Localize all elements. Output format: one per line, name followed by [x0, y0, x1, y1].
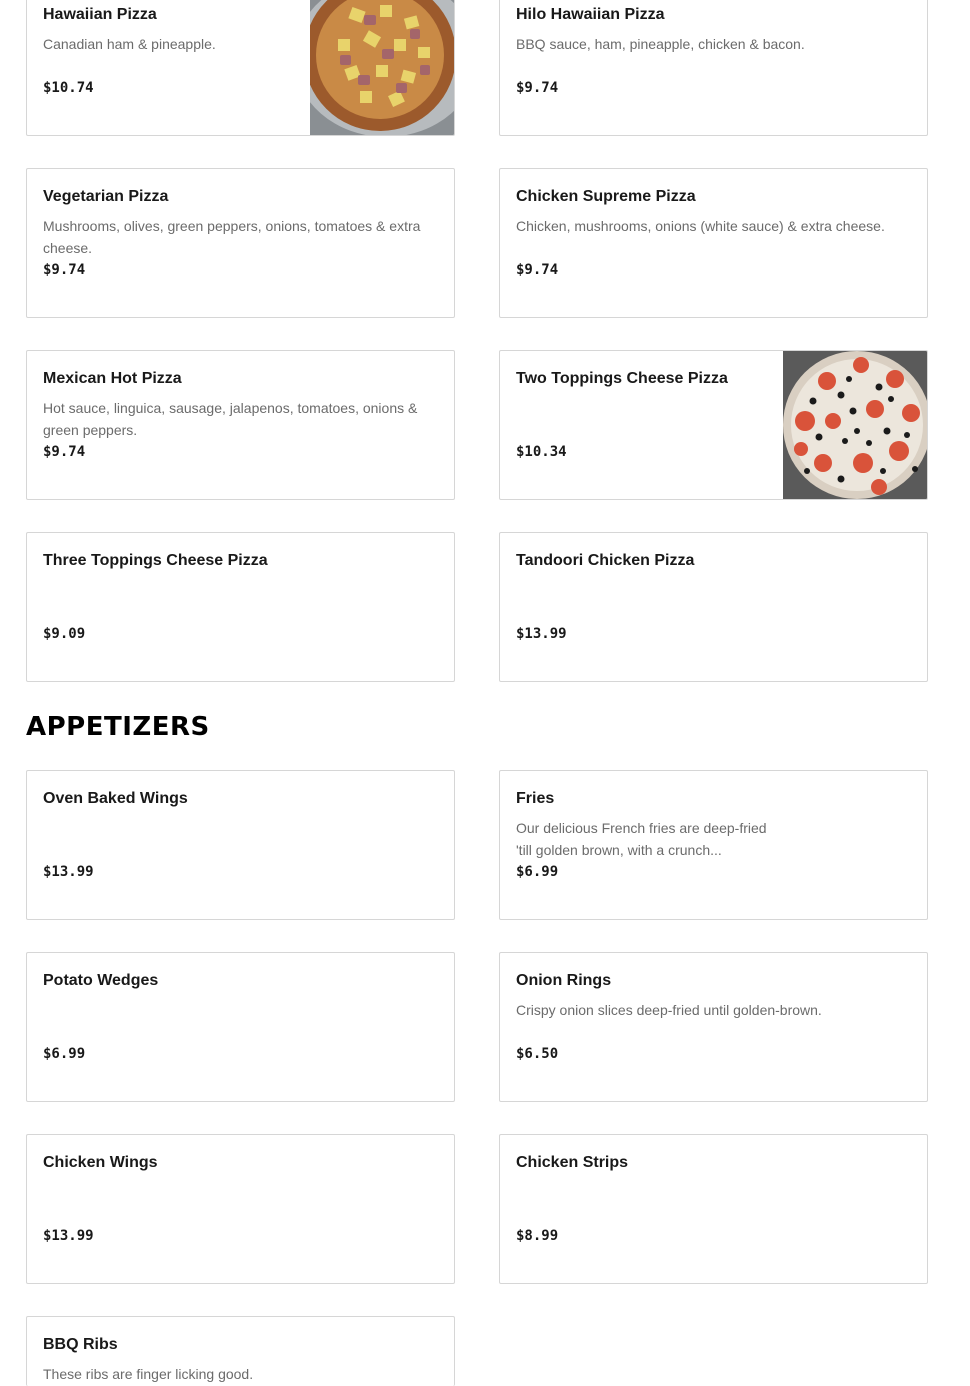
menu-item-name: Two Toppings Cheese Pizza [516, 370, 728, 387]
menu-item-name: Oven Baked Wings [43, 790, 188, 807]
menu-item-body [516, 953, 911, 1101]
menu-item-price: $9.09 [43, 626, 86, 642]
menu-item-name: Tandoori Chicken Pizza [516, 552, 695, 569]
menu-item-name: Fries [516, 790, 555, 807]
menu-item-body [43, 953, 438, 1101]
pepperoni-olive-pizza-photo [783, 351, 927, 499]
menu-item-name: Chicken Strips [516, 1154, 629, 1171]
menu-item-name: Mexican Hot Pizza [43, 370, 182, 387]
section-title-appetizers: APPETIZERS [26, 712, 210, 742]
menu-item-description: Canadian ham & pineapple. [43, 36, 216, 52]
menu-item-card[interactable] [499, 350, 928, 500]
menu-item-price: $8.99 [516, 1228, 559, 1244]
menu-item-name: Potato Wedges [43, 972, 159, 989]
menu-item-description: Our delicious French fries are deep-fried 'till golden brown, with a crunch... [516, 820, 767, 858]
menu-item-name: Chicken Wings [43, 1154, 158, 1171]
menu-item-body [43, 169, 438, 317]
menu-item-price: $10.34 [516, 444, 567, 460]
menu-item-body [516, 0, 911, 135]
menu-item-name: Chicken Supreme Pizza [516, 188, 696, 205]
menu-item-card[interactable] [499, 1134, 928, 1284]
menu-item-description: Crispy onion slices deep-fried until golden-brown. [516, 1002, 822, 1018]
menu-item-price: $9.74 [43, 262, 86, 278]
menu-item-card[interactable] [26, 0, 455, 136]
menu-item-price: $9.74 [43, 444, 86, 460]
menu-item-card[interactable] [499, 532, 928, 682]
menu-item-card[interactable] [26, 770, 455, 920]
menu-item-description: Chicken, mushrooms, onions (white sauce) & extra cheese. [516, 218, 885, 234]
menu-item-description: Mushrooms, olives, green peppers, onions, tomatoes & extra cheese. [43, 218, 421, 256]
menu-item-card[interactable] [26, 1316, 455, 1386]
menu-item-body [43, 1135, 438, 1283]
menu-item-price: $13.99 [43, 864, 94, 880]
menu-item-price: $6.99 [43, 1046, 86, 1062]
menu-item-description: BBQ sauce, ham, pineapple, chicken & bacon. [516, 36, 805, 52]
menu-item-card[interactable] [26, 350, 455, 500]
menu-item-body [43, 533, 438, 681]
menu-item-body [516, 771, 767, 919]
menu-item-description: These ribs are finger licking good. [43, 1366, 254, 1382]
menu-item-price: $6.50 [516, 1046, 559, 1062]
menu-item-body [43, 1317, 438, 1386]
menu-item-price: $10.74 [43, 80, 94, 96]
menu-item-name: Three Toppings Cheese Pizza [43, 552, 268, 569]
menu-item-card[interactable] [499, 952, 928, 1102]
menu-item-body [516, 1135, 911, 1283]
menu-item-price: $13.99 [516, 626, 567, 642]
menu-item-price: $9.74 [516, 80, 559, 96]
hawaiian-pizza-photo [310, 0, 454, 135]
menu-item-price: $6.99 [516, 864, 559, 880]
menu-item-price: $9.74 [516, 262, 559, 278]
menu-item-name: BBQ Ribs [43, 1336, 118, 1353]
menu-item-body [43, 351, 438, 499]
menu-item-card[interactable] [26, 532, 455, 682]
menu-item-body [516, 169, 911, 317]
menu-item-card[interactable] [499, 0, 928, 136]
menu-item-card[interactable] [499, 770, 928, 920]
menu-item-description: Hot sauce, linguica, sausage, jalapenos, tomatoes, onions & green peppers. [43, 400, 418, 438]
menu-item-body [43, 0, 294, 135]
menu-item-price: $13.99 [43, 1228, 94, 1244]
menu-item-card[interactable] [26, 1134, 455, 1284]
menu-item-name: Onion Rings [516, 972, 612, 989]
menu-item-card[interactable] [26, 952, 455, 1102]
menu-item-name: Hawaiian Pizza [43, 6, 157, 23]
menu-item-body [516, 351, 767, 499]
menu-item-body [516, 533, 911, 681]
menu-item-name: Vegetarian Pizza [43, 188, 169, 205]
menu-item-card[interactable] [26, 168, 455, 318]
menu-item-card[interactable] [499, 168, 928, 318]
menu-item-name: Hilo Hawaiian Pizza [516, 6, 665, 23]
menu-item-body [43, 771, 438, 919]
